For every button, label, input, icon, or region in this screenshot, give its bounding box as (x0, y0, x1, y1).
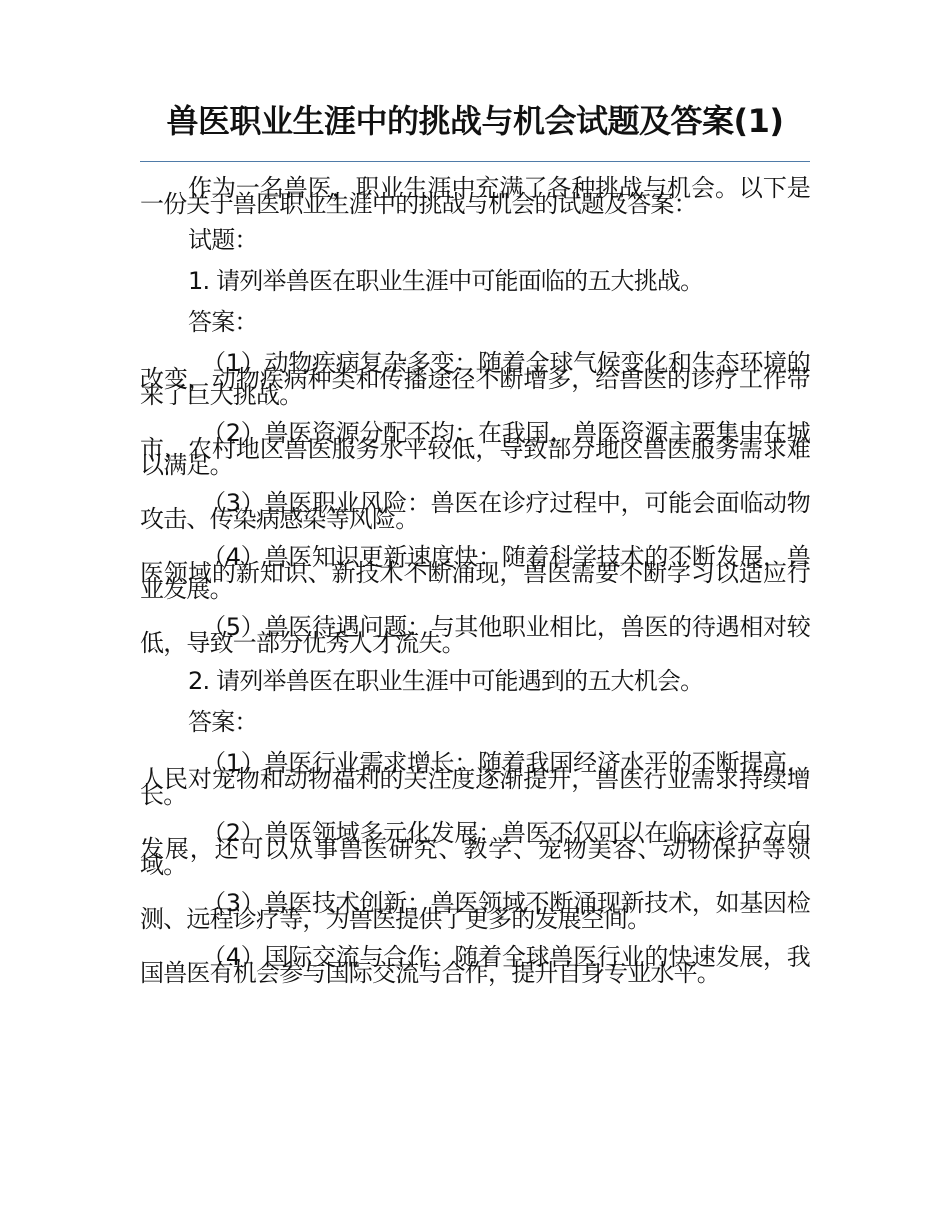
question-1: 1. 请列举兽医在职业生涯中可能面临的五大挑战。 (188, 267, 704, 295)
section-label: 试题： (188, 226, 258, 254)
challenge-item-5: （5）兽医待遇问题：与其他职业相比，兽医的待遇相对较低，导致一部分优秀人才流失。 (140, 613, 810, 657)
intro-paragraph: 作为一名兽医，职业生涯中充满了各种挑战与机会。以下是一份关于兽医职业生涯中的挑战与机会的试题及答案： (140, 174, 810, 218)
answer-label-2: 答案： (188, 708, 258, 736)
challenge-item-2: （2）兽医资源分配不均：在我国，兽医资源主要集中在城市，农村地区兽医服务水平较低，导致部分地区兽医服务需求难以满足。 (140, 419, 810, 479)
opportunity-item-1: （1）兽医行业需求增长：随着我国经济水平的不断提高，人民对宠物和动物福利的关注度逐渐提升，兽医行业需求持续增长。 (140, 749, 810, 809)
challenge-item-1: （1）动物疾病复杂多变：随着全球气候变化和生态环境的改变，动物疾病种类和传播途径不断增多，给兽医的诊疗工作带来了巨大挑战。 (140, 349, 810, 409)
challenge-item-4: （4）兽医知识更新速度快：随着科学技术的不断发展，兽医领域的新知识、新技术不断涌现，兽医需要不断学习以适应行业发展。 (140, 543, 810, 603)
opportunity-item-3: （3）兽医技术创新：兽医领域不断涌现新技术，如基因检测、远程诊疗等，为兽医提供了更多的发展空间。 (140, 889, 810, 933)
challenge-item-3: （3）兽医职业风险：兽医在诊疗过程中，可能会面临动物攻击、传染病感染等风险。 (140, 489, 810, 533)
opportunity-item-4: （4）国际交流与合作：随着全球兽医行业的快速发展，我国兽医有机会参与国际交流与合作，提升自身专业水平。 (140, 943, 810, 987)
question-2: 2. 请列举兽医在职业生涯中可能遇到的五大机会。 (188, 667, 704, 695)
title-divider (140, 161, 810, 162)
document-title: 兽医职业生涯中的挑战与机会试题及答案(1) (166, 102, 784, 140)
opportunity-item-2: （2）兽医领域多元化发展：兽医不仅可以在临床诊疗方向发展，还可以从事兽医研究、教学、宠物美容、动物保护等领域。 (140, 819, 810, 879)
answer-label-1: 答案： (188, 308, 258, 336)
document-body (140, 174, 810, 987)
